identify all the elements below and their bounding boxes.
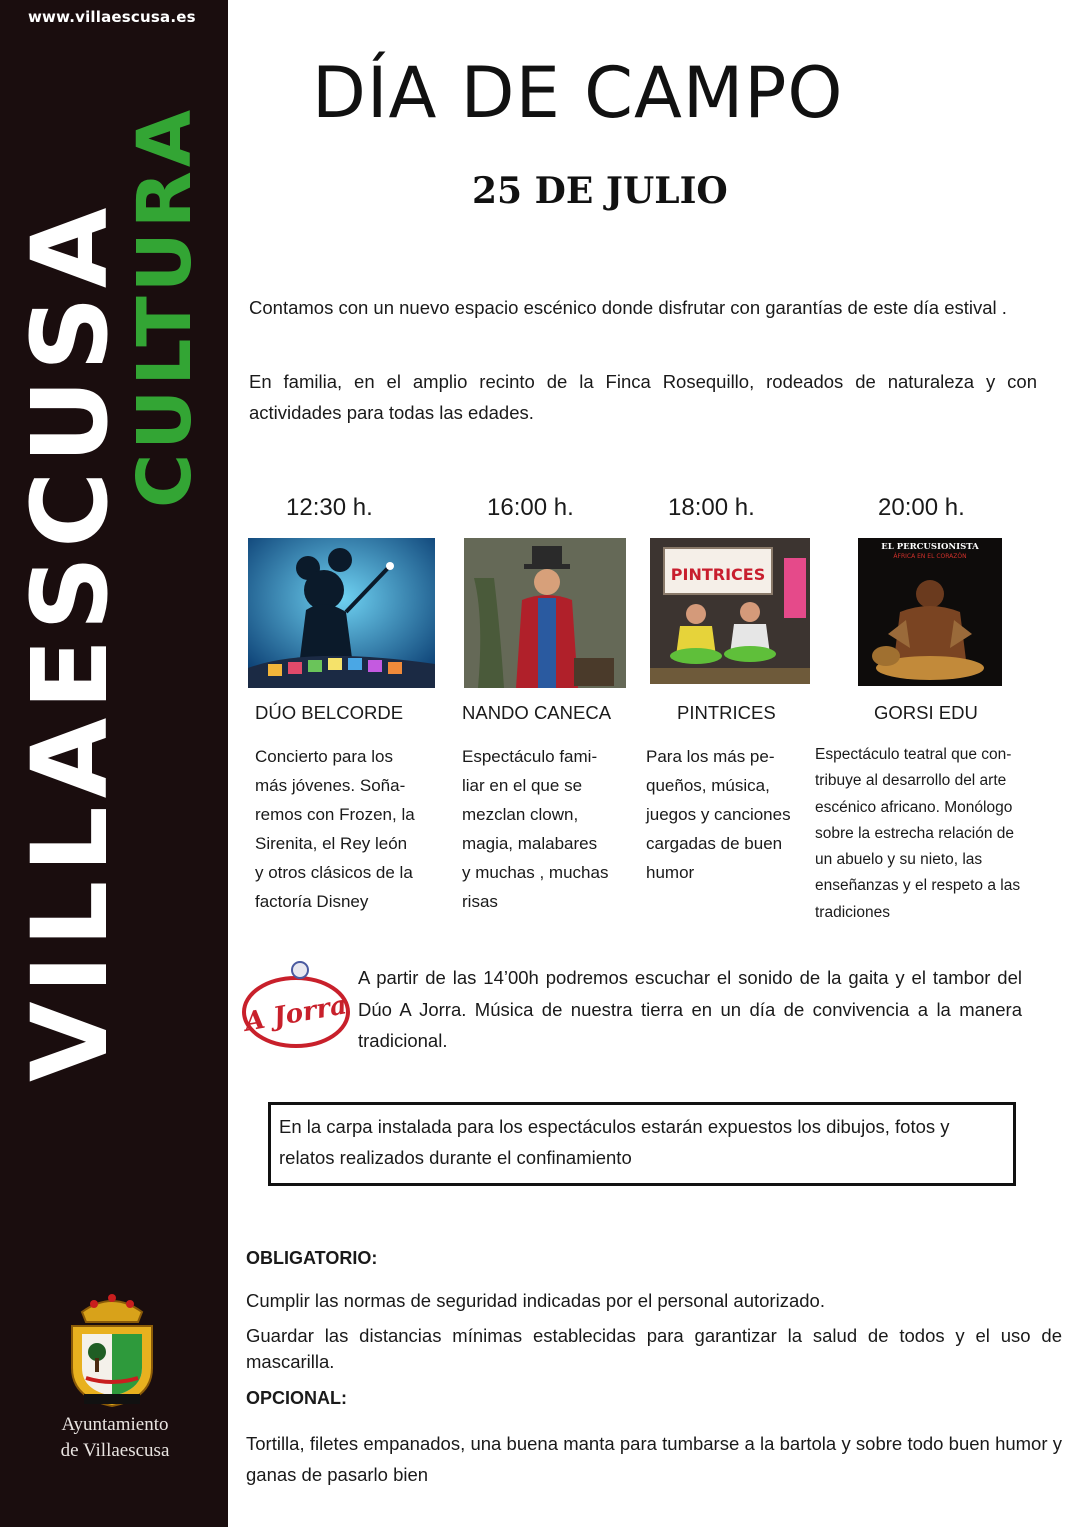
desc-line: juegos y canciones [646,805,791,824]
desc-line: mezclan clown, [462,805,579,824]
ayuntamiento-line-1: Ayuntamiento [61,1414,169,1435]
a-jorra-logo-text: A Jorra [242,990,350,1038]
desc-line: liar en el que se [462,776,583,795]
performer-desc-4 [815,742,1055,926]
desc-line: Espectáculo teatral que con- [815,746,1012,763]
desc-line: y muchas , muchas [462,863,609,882]
performer-desc-3 [646,742,806,887]
desc-line: tribuye al desarrollo del arte [815,772,1007,790]
poster-title-text: EL PERCUSIONISTA [881,542,979,552]
desc-line: escénico africano. Monólogo [815,798,1013,816]
performer-name-3: PINTRICES [677,702,776,723]
website-url[interactable]: www.villaescusa.es [28,8,196,26]
a-jorra-logo-icon [240,960,352,1052]
nando-caneca-image [464,538,626,688]
desc-line: factoría Disney [255,892,369,911]
ayuntamiento-label [30,1412,200,1464]
optional-heading: OPCIONAL: [246,1388,347,1408]
desc-line: Espectáculo fami- [462,747,598,766]
ayuntamiento-line-2: de Villaescusa [60,1440,170,1461]
time-slot-3: 18:00 h. [668,494,755,521]
desc-line: cargadas de buen [646,834,783,853]
performer-name-4: GORSI EDU [874,702,978,723]
sub-brand-vertical: CULTURA [122,105,208,508]
gorsi-edu-poster [858,538,1002,686]
duo-belcorde-image [248,538,435,688]
performer-name-2: NANDO CANECA [462,702,612,723]
desc-line: y otros clásicos de la [255,863,413,882]
desc-line: risas [462,892,498,911]
desc-line: sobre la estrecha relación de [815,824,1015,842]
performer-desc-1 [255,742,445,916]
desc-line: remos con Frozen, la [255,805,415,824]
desc-line: humor [646,863,695,882]
time-slot-2: 16:00 h. [487,494,574,521]
poster-subtitle-text: ÁFRICA EN EL CORAZÓN [893,553,967,560]
sidebar [0,0,228,1527]
desc-line: Sirenita, el Rey león [255,834,408,853]
desc-line: Para los más pe- [646,747,775,766]
pintrices-image [650,538,810,684]
page-title: DÍA DE CAMPO [312,52,844,134]
coat-of-arms-icon [64,1290,160,1410]
desc-line: Concierto para los [255,747,393,766]
a-jorra-paragraph: A partir de las 14’00h podremos escuchar el sonido de la gaita y el tambor del Dúo A Jorra. Música de nuestra tierra en un día de convivencia a la manera tradicional. [358,967,1022,1051]
intro-paragraph-2: En familia, en el amplio recinto de la Finca Rosequillo, rodeados de naturaleza y con actividades para todas las edades. [249,371,1037,423]
time-slot-1: 12:30 h. [286,494,373,521]
desc-line: magia, malabares [462,834,598,853]
performer-desc-2 [462,742,632,916]
optional-item-1: Tortilla, filetes empanados, una buena manta para tumbarse a la bartola y sobre todo buen humor y ganas de pasarlo bien [246,1433,1062,1485]
mandatory-heading: OBLIGATORIO: [246,1248,378,1268]
pintrices-sign-text: PINTRICES [670,565,766,584]
desc-line: queños, música, [646,776,770,795]
intro-paragraph-1: Contamos con un nuevo espacio escénico donde disfrutar con garantías de este día estival . [249,297,1007,318]
desc-line: más jóvenes. Soña- [255,776,406,795]
performer-name-1: DÚO BELCORDE [255,702,404,723]
desc-line: enseñanzas y el respeto a las [815,877,1021,895]
mandatory-rule-1: Cumplir las normas de seguridad indicadas por el personal autorizado. [246,1290,825,1311]
exhibition-notice-box: En la carpa instalada para los espectáculos estarán expuestos los dibujos, fotos y relatos realizados durante el confinamiento [268,1102,1016,1186]
event-date: 25 DE JULIO [472,170,728,212]
brand-vertical: VILLAESCUSA [9,199,131,1082]
mandatory-rule-2: Guardar las distancias mínimas establecidas para garantizar la salud de todos y el uso de mascarilla. [246,1325,1062,1372]
time-slot-4: 20:00 h. [878,494,965,521]
desc-line: un abuelo y su nieto, las [815,851,983,869]
desc-line: tradiciones [815,903,890,921]
